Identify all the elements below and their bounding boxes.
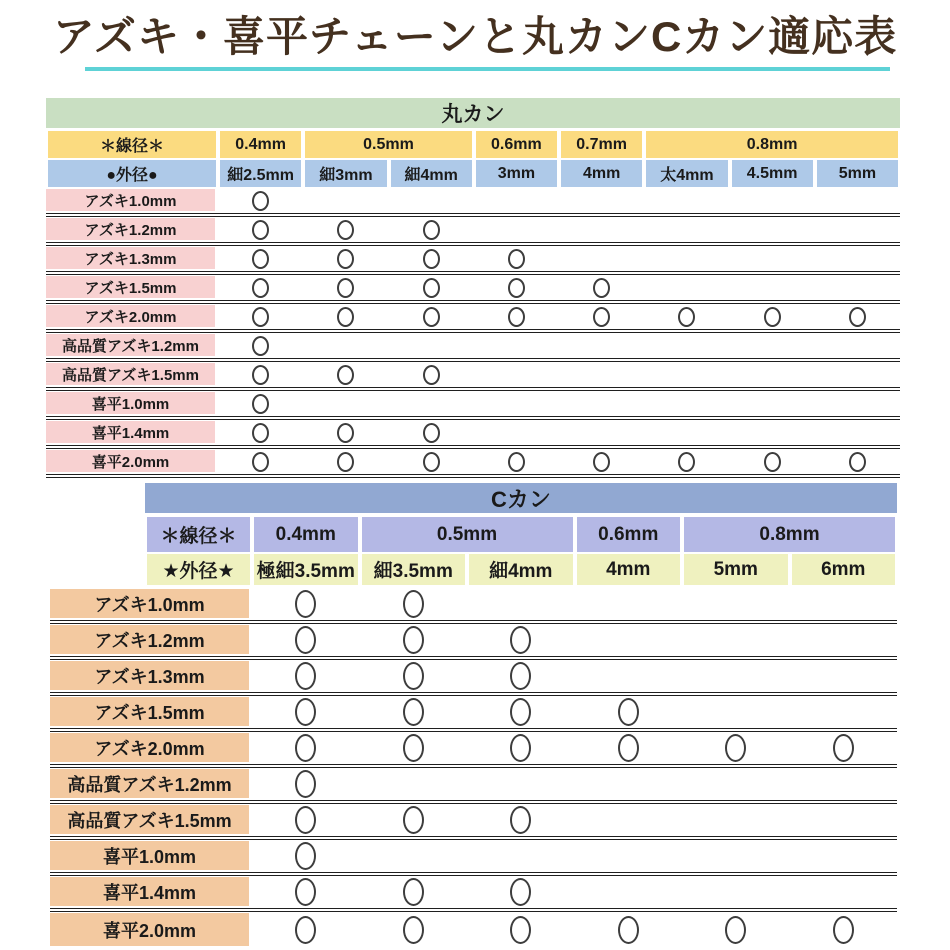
mark-cell <box>218 420 303 445</box>
row-label: 高品質アズキ1.2mm <box>50 768 252 800</box>
table-row <box>46 391 900 420</box>
mark-cell <box>467 804 575 836</box>
table-row <box>46 188 900 217</box>
mark-cell <box>644 188 729 213</box>
mark-cell <box>730 333 815 358</box>
row-label: 喜平1.4mm <box>46 420 218 445</box>
mark-cell <box>303 362 388 387</box>
table-row <box>50 912 897 948</box>
row-label: アズキ1.3mm <box>50 660 252 692</box>
mark-cell <box>303 188 388 213</box>
mark-cell <box>559 217 644 242</box>
row-label: アズキ1.2mm <box>50 624 252 656</box>
mark-cell <box>644 449 729 474</box>
circle-mark-icon <box>252 220 269 240</box>
table-row <box>46 275 900 304</box>
mark-cell <box>790 660 898 692</box>
table-row <box>50 840 897 876</box>
mark-cell <box>467 768 575 800</box>
mark-cell <box>218 275 303 300</box>
circle-mark-icon <box>295 590 316 618</box>
circle-mark-icon <box>403 806 424 834</box>
wire-diameter-cell: 0.6mm <box>575 517 683 552</box>
row-label: 喜平1.0mm <box>50 840 252 872</box>
mark-cell <box>252 696 360 728</box>
mark-cell <box>218 391 303 416</box>
row-label: アズキ2.0mm <box>50 732 252 764</box>
outer-diameter-cell: 4mm <box>575 554 683 585</box>
row-label: 高品質アズキ1.5mm <box>50 804 252 836</box>
outer-diameter-row <box>145 554 897 585</box>
circle-mark-icon <box>508 452 525 472</box>
outer-diameter-cell: 細4mm <box>467 554 575 585</box>
marukan-header <box>46 98 900 187</box>
circle-mark-icon <box>295 806 316 834</box>
row-label: 高品質アズキ1.2mm <box>46 333 218 358</box>
circle-mark-icon <box>252 423 269 443</box>
mark-cell <box>682 588 790 620</box>
mark-cell <box>790 840 898 872</box>
wire-diameter-label: ＊線径＊ <box>145 517 252 552</box>
mark-cell <box>218 246 303 271</box>
mark-cell <box>815 217 900 242</box>
table-row <box>50 804 897 840</box>
outer-diameter-label: ★外径★ <box>145 554 252 585</box>
circle-mark-icon <box>337 220 354 240</box>
mark-cell <box>559 188 644 213</box>
circle-mark-icon <box>618 734 639 762</box>
mark-cell <box>218 449 303 474</box>
outer-diameter-label: ●外径● <box>46 160 218 187</box>
mark-cell <box>682 732 790 764</box>
mark-cell <box>474 188 559 213</box>
row-label: アズキ1.2mm <box>46 217 218 242</box>
table-title: 丸カン <box>46 98 900 128</box>
mark-cell <box>559 246 644 271</box>
mark-cell <box>389 188 474 213</box>
outer-diameter-row <box>46 160 900 187</box>
table-row <box>46 333 900 362</box>
mark-cell <box>575 696 683 728</box>
mark-cell <box>389 333 474 358</box>
circle-mark-icon <box>510 916 531 944</box>
mark-cell <box>360 876 468 908</box>
ckan-header <box>145 483 897 585</box>
row-label: アズキ1.0mm <box>46 188 218 213</box>
mark-cell <box>730 304 815 329</box>
mark-cell <box>360 912 468 948</box>
circle-mark-icon <box>618 698 639 726</box>
mark-cell <box>644 304 729 329</box>
mark-cell <box>389 420 474 445</box>
table-row <box>46 362 900 391</box>
mark-cell <box>389 391 474 416</box>
circle-mark-icon <box>295 662 316 690</box>
mark-cell <box>252 588 360 620</box>
circle-mark-icon <box>337 365 354 385</box>
mark-cell <box>360 588 468 620</box>
mark-cell <box>252 876 360 908</box>
row-label: 喜平1.0mm <box>46 391 218 416</box>
row-label: 喜平2.0mm <box>50 912 252 948</box>
mark-cell <box>730 362 815 387</box>
table-row <box>50 876 897 912</box>
mark-cell <box>790 588 898 620</box>
mark-cell <box>389 217 474 242</box>
mark-cell <box>559 304 644 329</box>
mark-cell <box>218 217 303 242</box>
circle-mark-icon <box>510 662 531 690</box>
circle-mark-icon <box>510 878 531 906</box>
circle-mark-icon <box>403 698 424 726</box>
circle-mark-icon <box>508 307 525 327</box>
circle-mark-icon <box>252 191 269 211</box>
mark-cell <box>467 696 575 728</box>
mark-cell <box>644 420 729 445</box>
mark-cell <box>815 304 900 329</box>
mark-cell <box>790 624 898 656</box>
mark-cell <box>360 660 468 692</box>
outer-diameter-cell: 極細3.5mm <box>252 554 360 585</box>
mark-cell <box>303 420 388 445</box>
table-row <box>50 768 897 804</box>
circle-mark-icon <box>678 307 695 327</box>
mark-cell <box>644 275 729 300</box>
circle-mark-icon <box>423 452 440 472</box>
outer-diameter-cell: 細4mm <box>389 160 474 187</box>
outer-diameter-cell: 細2.5mm <box>218 160 303 187</box>
mark-cell <box>815 188 900 213</box>
circle-mark-icon <box>423 307 440 327</box>
row-label: アズキ1.0mm <box>50 588 252 620</box>
mark-cell <box>467 588 575 620</box>
mark-cell <box>575 768 683 800</box>
mark-cell <box>815 275 900 300</box>
mark-cell <box>474 217 559 242</box>
title-underline <box>85 67 890 71</box>
mark-cell <box>730 449 815 474</box>
circle-mark-icon <box>423 278 440 298</box>
mark-cell <box>575 660 683 692</box>
circle-mark-icon <box>764 307 781 327</box>
table-row <box>46 304 900 333</box>
circle-mark-icon <box>423 423 440 443</box>
circle-mark-icon <box>337 249 354 269</box>
circle-mark-icon <box>725 916 746 944</box>
mark-cell <box>303 449 388 474</box>
table-row <box>50 732 897 768</box>
mark-cell <box>252 732 360 764</box>
wire-diameter-cell: 0.8mm <box>644 131 900 158</box>
mark-cell <box>644 391 729 416</box>
circle-mark-icon <box>510 626 531 654</box>
row-label: 喜平2.0mm <box>46 449 218 474</box>
outer-diameter-cell: 6mm <box>790 554 898 585</box>
mark-cell <box>682 624 790 656</box>
circle-mark-icon <box>295 842 316 870</box>
circle-mark-icon <box>295 878 316 906</box>
mark-cell <box>474 275 559 300</box>
mark-cell <box>474 333 559 358</box>
table-row <box>46 246 900 275</box>
mark-cell <box>389 275 474 300</box>
circle-mark-icon <box>678 452 695 472</box>
mark-cell <box>303 391 388 416</box>
circle-mark-icon <box>252 452 269 472</box>
wire-diameter-cell: 0.4mm <box>252 517 360 552</box>
row-label: アズキ1.3mm <box>46 246 218 271</box>
outer-diameter-cell: 4.5mm <box>730 160 815 187</box>
mark-cell <box>682 768 790 800</box>
mark-cell <box>730 246 815 271</box>
circle-mark-icon <box>510 734 531 762</box>
mark-cell <box>218 333 303 358</box>
table-row <box>50 588 897 624</box>
mark-cell <box>467 840 575 872</box>
mark-cell <box>360 840 468 872</box>
mark-cell <box>730 188 815 213</box>
row-label: 喜平1.4mm <box>50 876 252 908</box>
mark-cell <box>644 217 729 242</box>
circle-mark-icon <box>337 452 354 472</box>
mark-cell <box>682 804 790 836</box>
mark-cell <box>575 912 683 948</box>
wire-diameter-cell: 0.8mm <box>682 517 897 552</box>
mark-cell <box>559 333 644 358</box>
row-label: 高品質アズキ1.5mm <box>46 362 218 387</box>
circle-mark-icon <box>252 394 269 414</box>
mark-cell <box>790 804 898 836</box>
mark-cell <box>790 732 898 764</box>
mark-cell <box>474 449 559 474</box>
circle-mark-icon <box>337 423 354 443</box>
mark-cell <box>730 275 815 300</box>
circle-mark-icon <box>423 220 440 240</box>
circle-mark-icon <box>833 916 854 944</box>
mark-cell <box>682 912 790 948</box>
table-row <box>50 660 897 696</box>
outer-diameter-cell: 細3.5mm <box>360 554 468 585</box>
mark-cell <box>575 588 683 620</box>
mark-cell <box>303 275 388 300</box>
mark-cell <box>360 732 468 764</box>
outer-diameter-cell: 3mm <box>474 160 559 187</box>
circle-mark-icon <box>833 734 854 762</box>
mark-cell <box>360 696 468 728</box>
table-title: Cカン <box>145 483 897 513</box>
mark-cell <box>389 304 474 329</box>
mark-cell <box>815 391 900 416</box>
circle-mark-icon <box>849 452 866 472</box>
ckan-rows <box>50 588 897 948</box>
mark-cell <box>815 449 900 474</box>
mark-cell <box>790 696 898 728</box>
mark-cell <box>218 304 303 329</box>
mark-cell <box>575 624 683 656</box>
wire-diameter-cell: 0.7mm <box>559 131 644 158</box>
circle-mark-icon <box>295 734 316 762</box>
circle-mark-icon <box>725 734 746 762</box>
circle-mark-icon <box>403 590 424 618</box>
outer-diameter-cell: 太4mm <box>644 160 729 187</box>
mark-cell <box>575 804 683 836</box>
mark-cell <box>303 333 388 358</box>
row-label: アズキ2.0mm <box>46 304 218 329</box>
circle-mark-icon <box>337 278 354 298</box>
mark-cell <box>252 912 360 948</box>
mark-cell <box>559 362 644 387</box>
marukan-rows <box>46 188 900 478</box>
circle-mark-icon <box>252 307 269 327</box>
mark-cell <box>790 876 898 908</box>
table-row <box>46 449 900 478</box>
circle-mark-icon <box>593 307 610 327</box>
mark-cell <box>644 246 729 271</box>
mark-cell <box>644 362 729 387</box>
mark-cell <box>252 804 360 836</box>
mark-cell <box>252 660 360 692</box>
circle-mark-icon <box>510 698 531 726</box>
wire-diameter-cell: 0.4mm <box>218 131 303 158</box>
circle-mark-icon <box>252 336 269 356</box>
mark-cell <box>360 804 468 836</box>
circle-mark-icon <box>295 698 316 726</box>
mark-cell <box>790 912 898 948</box>
mark-cell <box>467 912 575 948</box>
table-row <box>46 420 900 449</box>
mark-cell <box>575 876 683 908</box>
circle-mark-icon <box>337 307 354 327</box>
wire-diameter-label: ＊線径＊ <box>46 131 218 158</box>
table-row <box>46 217 900 246</box>
outer-diameter-cell: 5mm <box>682 554 790 585</box>
mark-cell <box>389 246 474 271</box>
circle-mark-icon <box>508 278 525 298</box>
circle-mark-icon <box>252 365 269 385</box>
mark-cell <box>682 696 790 728</box>
mark-cell <box>252 624 360 656</box>
mark-cell <box>389 449 474 474</box>
mark-cell <box>303 304 388 329</box>
mark-cell <box>360 624 468 656</box>
table-row <box>50 696 897 732</box>
mark-cell <box>682 660 790 692</box>
mark-cell <box>467 876 575 908</box>
mark-cell <box>474 246 559 271</box>
mark-cell <box>815 333 900 358</box>
mark-cell <box>575 732 683 764</box>
mark-cell <box>474 391 559 416</box>
wire-diameter-cell: 0.5mm <box>303 131 474 158</box>
circle-mark-icon <box>849 307 866 327</box>
mark-cell <box>730 217 815 242</box>
mark-cell <box>252 768 360 800</box>
mark-cell <box>467 624 575 656</box>
mark-cell <box>360 768 468 800</box>
mark-cell <box>790 768 898 800</box>
mark-cell <box>218 362 303 387</box>
wire-diameter-row <box>46 131 900 158</box>
outer-diameter-cell: 4mm <box>559 160 644 187</box>
mark-cell <box>303 246 388 271</box>
mark-cell <box>730 391 815 416</box>
mark-cell <box>252 840 360 872</box>
circle-mark-icon <box>593 278 610 298</box>
table-row <box>50 624 897 660</box>
mark-cell <box>682 876 790 908</box>
circle-mark-icon <box>403 734 424 762</box>
circle-mark-icon <box>593 452 610 472</box>
circle-mark-icon <box>252 278 269 298</box>
circle-mark-icon <box>510 806 531 834</box>
circle-mark-icon <box>618 916 639 944</box>
mark-cell <box>815 362 900 387</box>
mark-cell <box>815 420 900 445</box>
mark-cell <box>730 420 815 445</box>
page-title: アズキ・喜平チェーンと丸カンCカン適応表 <box>52 13 898 60</box>
mark-cell <box>815 246 900 271</box>
circle-mark-icon <box>403 878 424 906</box>
mark-cell <box>474 362 559 387</box>
circle-mark-icon <box>403 626 424 654</box>
circle-mark-icon <box>423 365 440 385</box>
outer-diameter-cell: 細3mm <box>303 160 388 187</box>
wire-diameter-row <box>145 517 897 552</box>
mark-cell <box>218 188 303 213</box>
mark-cell <box>474 420 559 445</box>
circle-mark-icon <box>252 249 269 269</box>
mark-cell <box>559 420 644 445</box>
mark-cell <box>559 391 644 416</box>
mark-cell <box>682 840 790 872</box>
row-label: アズキ1.5mm <box>46 275 218 300</box>
outer-diameter-cell: 5mm <box>815 160 900 187</box>
mark-cell <box>575 840 683 872</box>
mark-cell <box>467 732 575 764</box>
circle-mark-icon <box>403 916 424 944</box>
circle-mark-icon <box>295 770 316 798</box>
wire-diameter-cell: 0.5mm <box>360 517 575 552</box>
wire-diameter-cell: 0.6mm <box>474 131 559 158</box>
mark-cell <box>303 217 388 242</box>
circle-mark-icon <box>764 452 781 472</box>
mark-cell <box>559 275 644 300</box>
mark-cell <box>474 304 559 329</box>
mark-cell <box>559 449 644 474</box>
mark-cell <box>389 362 474 387</box>
row-label: アズキ1.5mm <box>50 696 252 728</box>
circle-mark-icon <box>403 662 424 690</box>
mark-cell <box>467 660 575 692</box>
mark-cell <box>644 333 729 358</box>
circle-mark-icon <box>508 249 525 269</box>
circle-mark-icon <box>295 626 316 654</box>
circle-mark-icon <box>295 916 316 944</box>
circle-mark-icon <box>423 249 440 269</box>
